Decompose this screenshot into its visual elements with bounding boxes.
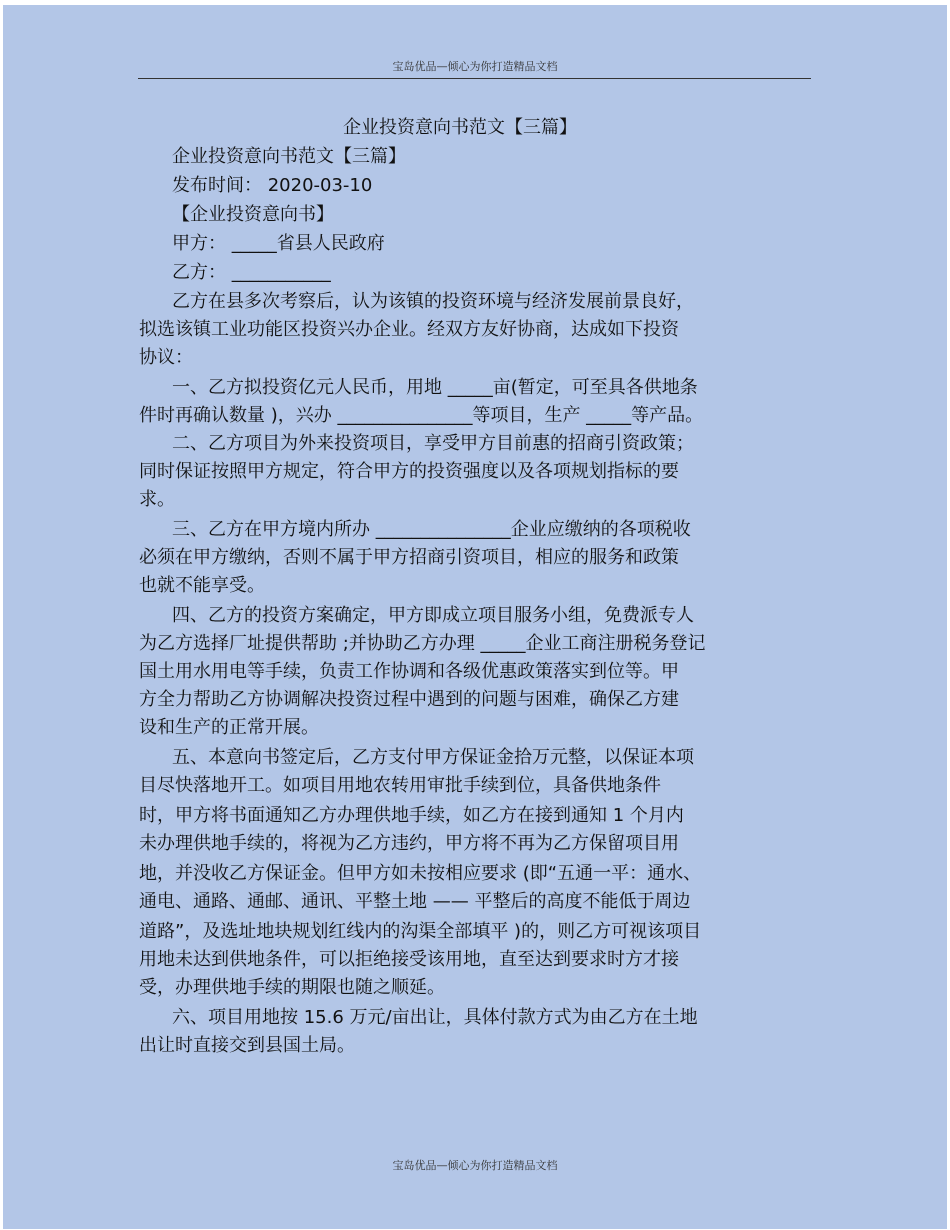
subtitle-line: 企业投资意向书范文【三篇】 [172,146,406,167]
publish-date-line: 发布时间： 2020-03-10 [172,175,373,196]
clause-5-line: 未办理供地手续的，将视为乙方违约，甲方将不再为乙方保留项目用 [139,833,679,854]
clause-4-line: 国土用水用电等手续，负责工作协调和各级优惠政策落实到位等。甲 [139,661,679,682]
clause-1-line: 一、乙方拟投资亿元人民币，用地 _____亩(暂定，可至具各供地条 [172,377,698,398]
paragraph-line: 乙方在县多次考察后，认为该镇的投资环境与经济发展前景良好， [172,291,694,312]
clause-6-line: 六、项目用地按 15.6 万元/亩出让，具体付款方式为由乙方在土地 [172,1007,698,1028]
clause-5-line: 用地未达到供地条件，可以拒绝接受该用地，直至达到要求时方才接 [139,949,679,970]
clause-3-line: 必须在甲方缴纳，否则不属于甲方招商引资项目，相应的服务和政策 [139,547,679,568]
clause-6-line: 出让时直接交到县国土局。 [139,1035,355,1056]
clause-4-line: 方全力帮助乙方协调解决投资过程中遇到的问题与困难，确保乙方建 [139,689,679,710]
clause-4-line: 设和生产的正常开展。 [139,717,319,738]
clause-2-line: 求。 [139,489,175,510]
clause-1-line: 件时再确认数量 )，兴办 _______________等项目，生产 _____等产品。 [139,405,704,426]
clause-2-line: 同时保证按照甲方规定，符合甲方的投资强度以及各项规划指标的要 [139,461,679,482]
clause-5-line: 时，甲方将书面通知乙方办理供地手续，如乙方在接到通知 1 个月内 [139,805,684,826]
paragraph-line: 拟选该镇工业功能区投资兴办企业。经双方友好协商，达成如下投资 [139,319,679,340]
clause-5-line: 地，并没收乙方保证金。但甲方如未按相应要求 (即“五通一平：通水、 [139,863,702,884]
section-heading: 【企业投资意向书】 [172,204,334,225]
party-b-line: 乙方： ___________ [172,262,331,283]
clause-3-line: 三、乙方在甲方境内所办 _______________企业应缴纳的各项税收 [172,519,691,540]
clause-5-line: 通电、通路、通邮、通讯、平整土地 —— 平整后的高度不能低于周边 [139,891,691,912]
clause-4-line: 四、乙方的投资方案确定，甲方即成立项目服务小组，免费派专人 [172,605,694,626]
document-title: 企业投资意向书范文【三篇】 [343,117,577,138]
clause-5-line: 目尽快落地开工。如项目用地农转用审批手续到位，具备供地条件 [139,775,661,796]
header-divider [138,78,811,79]
clause-4-line: 为乙方选择厂址提供帮助 ;并协助乙方办理 _____企业工商注册税务登记 [139,633,706,654]
clause-5-line: 五、本意向书签定后，乙方支付甲方保证金拾万元整，以保证本项 [172,747,694,768]
paragraph-line: 协议： [139,347,193,368]
footer-watermark: 宝岛优品—倾心为你打造精品文档 [392,1159,558,1172]
clause-5-line: 受，办理供地手续的期限也随之顺延。 [139,977,445,998]
clause-2-line: 二、乙方项目为外来投资项目，享受甲方目前惠的招商引资政策； [172,433,694,454]
clause-3-line: 也就不能享受。 [139,575,265,596]
header-watermark: 宝岛优品—倾心为你打造精品文档 [392,60,558,73]
party-a-line: 甲方： _____省县人民政府 [172,233,385,254]
clause-5-line: 道路”，及选址地块规划红线内的沟渠全部填平 )的，则乙方可视该项目 [139,921,702,942]
